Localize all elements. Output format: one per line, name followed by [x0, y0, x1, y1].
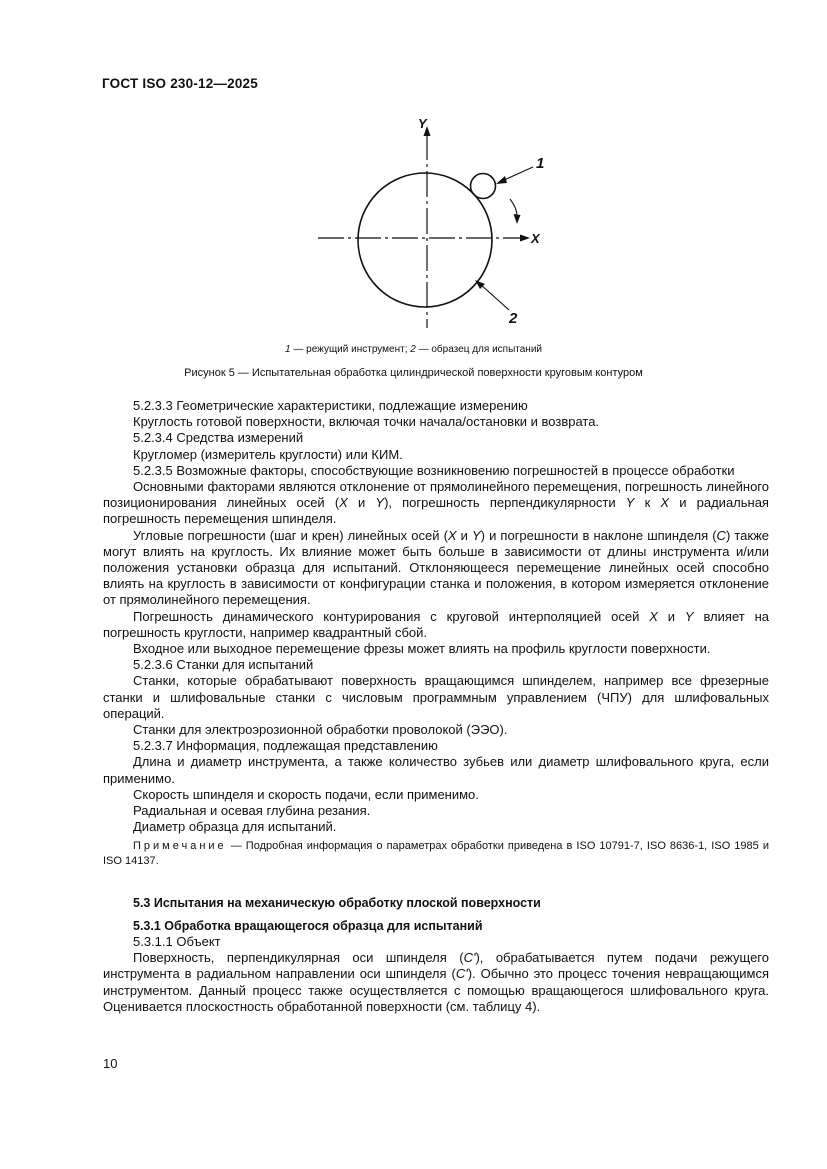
heading-5-3: 5.3 Испытания на механическую обработку плоской поверхности	[133, 896, 541, 911]
feed-direction-arrow	[510, 199, 517, 216]
note: Примечание — Подробная информация о параметрах обработки приведена в ISO 10791-7, ISO 8636-1, ISO 1985 и ISO 14137.	[103, 840, 769, 868]
paragraph: Круглость готовой поверхности, включая точки начала/остановки и возврата.	[133, 414, 600, 430]
paragraph: Станки, которые обрабатывают поверхность вращающимся шпинделем, например все фрезерные станки и шлифовальные станки с числовым программным управлением (ЧПУ) для шлифовальных операций.	[103, 673, 769, 721]
callout-2-leader	[480, 284, 509, 310]
figure-5-diagram	[300, 110, 560, 335]
heading-5-2-3-6: 5.2.3.6 Станки для испытаний	[133, 657, 314, 673]
x-axis-arrowhead	[520, 235, 530, 242]
feed-direction-arrowhead	[514, 214, 521, 224]
body-text	[103, 398, 769, 1015]
paragraph: Погрешность динамического контурирования с круговой интерполяцией осей X и Y влияет на погрешность круглости, например квадрантный сбой.	[103, 608, 769, 640]
callout-2-label: 2	[509, 310, 518, 327]
paragraph: Радиальная и осевая глубина резания.	[133, 803, 371, 819]
paragraph: Основными факторами являются отклонение от прямолинейного перемещения, погрешность линейного позиционирования линейных осей (X и Y), погрешность перпендикулярности Y к X и радиальная погрешность перемещения шпинделя.	[103, 479, 769, 527]
heading-5-2-3-5: 5.2.3.5 Возможные факторы, способствующие возникновению погрешностей в процессе обработки	[133, 462, 735, 478]
callout-1-leader	[502, 167, 533, 181]
callout-1-label: 1	[536, 155, 545, 172]
paragraph: Кругломер (измеритель круглости) или КИМ.	[133, 446, 403, 462]
paragraph: Длина и диаметр инструмента, а также количество зубьев или диаметр шлифовального круга, если применимо.	[103, 754, 769, 786]
heading-5-3-1-1: 5.3.1.1 Объект	[133, 933, 221, 949]
heading-5-3-1: 5.3.1 Обработка вращающегося образца для испытаний	[133, 918, 483, 933]
paragraph: Диаметр образца для испытаний.	[133, 819, 337, 835]
paragraph: Станки для электроэрозионной обработки проволокой (ЭЭО).	[133, 722, 508, 738]
document-header: ГОСТ ISO 230-12—2025	[102, 76, 258, 91]
circular-machining-diagram	[300, 110, 560, 335]
x-axis-label: X	[531, 231, 540, 246]
y-axis-label: Y	[418, 116, 427, 131]
paragraph: Входное или выходное перемещение фрезы может влиять на профиль круглости поверхности.	[133, 641, 711, 657]
paragraph: Поверхность, перпендикулярная оси шпинделя (C'), обрабатывается путем подачи режущего инструмента в радиальном направлении оси шпинделя (C'). Обычно это процесс точения невращающимся инструментом. Данный процесс также осуществляется с помощью вращающегося шлифовального круга. Оценивается плоскостность обработанной поверхности (см. таблицу 4).	[103, 950, 769, 1014]
page-number: 10	[103, 1056, 118, 1071]
callout-1-arrowhead	[496, 176, 507, 184]
figure-legend: 1 — режущий инструмент; 2 — образец для испытаний	[285, 344, 542, 355]
paragraph: Угловые погрешности (шаг и крен) линейных осей (X и Y) и погрешности в наклоне шпинделя (C) также могут влиять на круглость. Их влияние может быть больше в зависимости от длины инструмента и/или положения установки образца для испытаний. Отклоняющееся перемещение линейных осей способно влиять на круглость в зависимости от конфигурации станка и положения, в котором измеряется отклонение от прямолинейного перемещения.	[103, 527, 769, 608]
cutting-tool-circle	[471, 174, 496, 199]
paragraph: Скорость шпинделя и скорость подачи, если применимо.	[133, 786, 479, 802]
heading-5-2-3-4: 5.2.3.4 Средства измерений	[133, 430, 304, 446]
heading-5-2-3-3: 5.2.3.3 Геометрические характеристики, подлежащие измерению	[133, 398, 528, 413]
figure-caption: Рисунок 5 — Испытательная обработка цилиндрической поверхности круговым контуром	[184, 367, 643, 379]
heading-5-2-3-7: 5.2.3.7 Информация, подлежащая представлению	[133, 738, 438, 754]
